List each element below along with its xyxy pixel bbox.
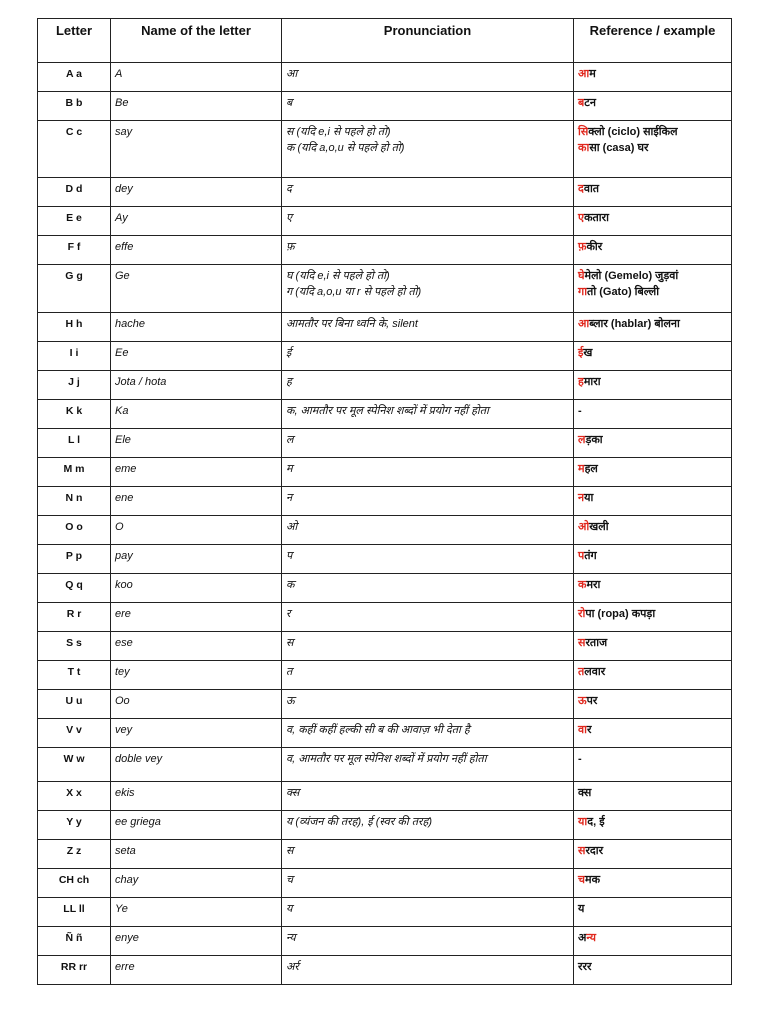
reference-cell xyxy=(574,121,732,178)
pronunciation-cell xyxy=(282,121,574,178)
letter-name-cell: eme xyxy=(111,458,282,487)
letter-name-cell: Ee xyxy=(111,342,282,371)
reference-cell xyxy=(574,429,732,458)
reference-cell xyxy=(574,265,732,313)
reference-text: रदार xyxy=(585,845,604,857)
letter-name-cell: Be xyxy=(111,92,282,121)
reference-cell xyxy=(574,400,732,429)
reference-line xyxy=(578,432,727,448)
letter-name-cell: say xyxy=(111,121,282,178)
reference-cell xyxy=(574,690,732,719)
reference-line xyxy=(578,901,727,917)
highlighted-syllable: ई xyxy=(578,347,584,359)
letter-cell: P p xyxy=(38,545,111,574)
table-row xyxy=(38,869,732,898)
header-pronunciation: Pronunciation xyxy=(282,19,574,63)
pronunciation-line: च xyxy=(286,874,293,886)
letter-name-cell: hache xyxy=(111,313,282,342)
reference-text: र xyxy=(586,724,592,736)
highlighted-syllable: का xyxy=(578,142,590,154)
letter-name-cell: ee griega xyxy=(111,811,282,840)
reference-text: पा (ropa) कपड़ा xyxy=(585,608,656,620)
reference-line xyxy=(578,181,727,197)
reference-text: लवार xyxy=(584,666,606,678)
reference-text: - xyxy=(578,405,582,417)
letter-cell: Y y xyxy=(38,811,111,840)
highlighted-syllable: स xyxy=(578,845,586,857)
letter-name-cell: effe xyxy=(111,236,282,265)
header-reference: Reference / example xyxy=(574,19,732,63)
pronunciation-cell xyxy=(282,574,574,603)
letter-cell: A a xyxy=(38,63,111,92)
reference-line xyxy=(578,577,727,593)
highlighted-syllable: न xyxy=(578,492,585,504)
letter-cell: X x xyxy=(38,782,111,811)
pronunciation-line: म xyxy=(286,463,293,475)
letter-cell: N n xyxy=(38,487,111,516)
reference-line xyxy=(578,693,727,709)
reference-line xyxy=(578,722,727,738)
reference-line xyxy=(578,95,727,111)
table-row xyxy=(38,690,732,719)
letter-name-cell: Ye xyxy=(111,898,282,927)
reference-text: ररर xyxy=(578,961,592,973)
letter-cell: R r xyxy=(38,603,111,632)
letter-name-cell: Ge xyxy=(111,265,282,313)
pronunciation-line: स xyxy=(286,845,294,857)
table-row xyxy=(38,400,732,429)
pronunciation-line: प xyxy=(286,550,293,562)
letter-cell: F f xyxy=(38,236,111,265)
reference-line xyxy=(578,403,727,419)
table-row xyxy=(38,545,732,574)
pronunciation-line: स xyxy=(286,637,294,649)
pronunciation-line: क्स xyxy=(286,787,300,799)
reference-cell xyxy=(574,516,732,545)
pronunciation-cell xyxy=(282,236,574,265)
highlighted-syllable: आ xyxy=(578,68,590,80)
reference-cell xyxy=(574,371,732,400)
highlighted-syllable: स xyxy=(578,637,586,649)
pronunciation-line: र xyxy=(286,608,291,620)
reference-line xyxy=(578,872,727,888)
highlighted-syllable: सि xyxy=(578,126,589,138)
reference-cell xyxy=(574,898,732,927)
pronunciation-line: स (यदि e,i से पहले हो तो) xyxy=(286,126,391,138)
letter-name-cell: Ele xyxy=(111,429,282,458)
table-row xyxy=(38,661,732,690)
reference-line xyxy=(578,461,727,477)
letter-name-cell: doble vey xyxy=(111,748,282,782)
reference-cell xyxy=(574,840,732,869)
reference-text: तंग xyxy=(584,550,597,562)
letter-cell: CH ch xyxy=(38,869,111,898)
reference-cell xyxy=(574,458,732,487)
table-row xyxy=(38,748,732,782)
highlighted-syllable: ल xyxy=(578,434,586,446)
table-row xyxy=(38,265,732,313)
pronunciation-cell xyxy=(282,458,574,487)
header-row xyxy=(38,19,732,63)
pronunciation-line: य xyxy=(286,903,293,915)
reference-line xyxy=(578,519,727,535)
highlighted-syllable: ऊ xyxy=(578,695,587,707)
pronunciation-line: ग (यदि a,o,u या r से पहले हो तो) xyxy=(286,286,422,298)
pronunciation-line: ए xyxy=(286,212,293,224)
reference-line xyxy=(578,210,727,226)
reference-text: य xyxy=(578,903,585,915)
highlighted-syllable: च xyxy=(578,874,585,886)
letter-name-cell: ese xyxy=(111,632,282,661)
table-row xyxy=(38,782,732,811)
pronunciation-cell xyxy=(282,898,574,927)
letter-cell: M m xyxy=(38,458,111,487)
table-row xyxy=(38,898,732,927)
reference-cell xyxy=(574,92,732,121)
letter-cell: D d xyxy=(38,178,111,207)
pronunciation-cell xyxy=(282,63,574,92)
highlighted-syllable: गा xyxy=(578,286,588,298)
pronunciation-cell xyxy=(282,516,574,545)
letter-name-cell: dey xyxy=(111,178,282,207)
reference-line xyxy=(578,374,727,390)
reference-text: या xyxy=(584,492,594,504)
pronunciation-cell xyxy=(282,811,574,840)
reference-line xyxy=(578,284,727,300)
letter-name-cell: ene xyxy=(111,487,282,516)
reference-text: कतारा xyxy=(584,212,610,224)
highlighted-syllable: प xyxy=(578,550,585,562)
reference-line xyxy=(578,785,727,801)
table-body xyxy=(38,63,732,985)
alphabet-table xyxy=(37,18,732,985)
reference-text: वात xyxy=(583,183,600,195)
pronunciation-cell xyxy=(282,342,574,371)
pronunciation-line: घ (यदि e,i से पहले हो तो) xyxy=(286,270,390,282)
table-row xyxy=(38,632,732,661)
pronunciation-cell xyxy=(282,661,574,690)
letter-cell: U u xyxy=(38,690,111,719)
reference-cell xyxy=(574,178,732,207)
table-row xyxy=(38,207,732,236)
pronunciation-cell xyxy=(282,719,574,748)
pronunciation-cell xyxy=(282,748,574,782)
pronunciation-line: फ़ xyxy=(286,241,295,253)
pronunciation-cell xyxy=(282,840,574,869)
letter-cell: H h xyxy=(38,313,111,342)
pronunciation-line: ऊ xyxy=(286,695,295,707)
pronunciation-line: क xyxy=(286,579,295,591)
reference-text: अ xyxy=(578,932,587,944)
highlighted-syllable: या xyxy=(578,816,588,828)
pronunciation-cell xyxy=(282,545,574,574)
header-letter: Letter xyxy=(38,19,111,63)
reference-text: खली xyxy=(589,521,609,533)
letter-name-cell: chay xyxy=(111,869,282,898)
reference-cell xyxy=(574,603,732,632)
letter-cell: C c xyxy=(38,121,111,178)
table-row xyxy=(38,811,732,840)
reference-cell xyxy=(574,207,732,236)
reference-text: - xyxy=(578,753,582,765)
table-row xyxy=(38,63,732,92)
reference-cell xyxy=(574,661,732,690)
letter-name-cell: Ay xyxy=(111,207,282,236)
letter-cell: LL ll xyxy=(38,898,111,927)
letter-name-cell: pay xyxy=(111,545,282,574)
letter-name-cell: Ka xyxy=(111,400,282,429)
pronunciation-cell xyxy=(282,927,574,956)
pronunciation-cell xyxy=(282,371,574,400)
reference-line xyxy=(578,751,727,767)
reference-cell xyxy=(574,63,732,92)
reference-line xyxy=(578,140,727,156)
letter-cell: O o xyxy=(38,516,111,545)
reference-text: पर xyxy=(586,695,598,707)
reference-line xyxy=(578,664,727,680)
pronunciation-line: ओ xyxy=(286,521,298,533)
reference-text: म xyxy=(589,68,596,80)
reference-text: कीर xyxy=(586,241,603,253)
table-row xyxy=(38,516,732,545)
pronunciation-line: द xyxy=(286,183,292,195)
document-page xyxy=(37,18,731,985)
letter-cell: W w xyxy=(38,748,111,782)
pronunciation-cell xyxy=(282,869,574,898)
reference-text: मारा xyxy=(583,376,601,388)
reference-text: मरा xyxy=(586,579,601,591)
reference-cell xyxy=(574,811,732,840)
pronunciation-cell xyxy=(282,956,574,985)
reference-text: मेलो (Gemelo) जुड़वां xyxy=(584,270,679,282)
table-row xyxy=(38,603,732,632)
reference-line xyxy=(578,930,727,946)
letter-name-cell: erre xyxy=(111,956,282,985)
table-row xyxy=(38,840,732,869)
letter-cell: RR rr xyxy=(38,956,111,985)
reference-line xyxy=(578,843,727,859)
reference-line xyxy=(578,548,727,564)
reference-line xyxy=(578,490,727,506)
letter-cell: G g xyxy=(38,265,111,313)
letter-cell: K k xyxy=(38,400,111,429)
pronunciation-cell xyxy=(282,632,574,661)
reference-text: मक xyxy=(585,874,601,886)
letter-name-cell: tey xyxy=(111,661,282,690)
pronunciation-line: न xyxy=(286,492,293,504)
reference-line xyxy=(578,635,727,651)
pronunciation-line: व, कहीं कहीं हल्की सी ब की आवाज़ भी देता है xyxy=(286,724,470,736)
reference-text: ख xyxy=(583,347,593,359)
pronunciation-line: क (यदि a,o,u से पहले हो तो) xyxy=(286,142,405,154)
letter-cell: S s xyxy=(38,632,111,661)
letter-name-cell: O xyxy=(111,516,282,545)
letter-name-cell: A xyxy=(111,63,282,92)
table-row xyxy=(38,429,732,458)
reference-cell xyxy=(574,869,732,898)
reference-line xyxy=(578,606,727,622)
letter-name-cell: ekis xyxy=(111,782,282,811)
reference-line xyxy=(578,959,727,975)
pronunciation-cell xyxy=(282,400,574,429)
reference-line xyxy=(578,239,727,255)
reference-text: ब्लार (hablar) बोलना xyxy=(589,318,680,330)
pronunciation-cell xyxy=(282,782,574,811)
pronunciation-cell xyxy=(282,313,574,342)
reference-cell xyxy=(574,748,732,782)
reference-line xyxy=(578,316,727,332)
reference-line xyxy=(578,345,727,361)
reference-cell xyxy=(574,236,732,265)
reference-cell xyxy=(574,487,732,516)
pronunciation-line: अर्र xyxy=(286,961,299,973)
pronunciation-line: क, आमतौर पर मूल स्पेनिश शब्दों में प्रयोग नहीं होता xyxy=(286,405,489,417)
letter-name-cell: koo xyxy=(111,574,282,603)
pronunciation-cell xyxy=(282,178,574,207)
pronunciation-cell xyxy=(282,92,574,121)
pronunciation-line: न्य xyxy=(286,932,296,944)
highlighted-syllable: वा xyxy=(578,724,587,736)
table-row xyxy=(38,927,732,956)
reference-cell xyxy=(574,632,732,661)
pronunciation-cell xyxy=(282,690,574,719)
reference-text: रताज xyxy=(585,637,608,649)
table-row xyxy=(38,574,732,603)
letter-cell: E e xyxy=(38,207,111,236)
reference-cell xyxy=(574,956,732,985)
letter-cell: Q q xyxy=(38,574,111,603)
reference-text: तो (Gato) बिल्ली xyxy=(587,286,660,298)
pronunciation-line: आमतौर पर बिना ध्वनि के, silent xyxy=(286,318,418,330)
highlighted-syllable: म xyxy=(578,463,585,475)
pronunciation-cell xyxy=(282,207,574,236)
pronunciation-line: ह xyxy=(286,376,292,388)
letter-name-cell: vey xyxy=(111,719,282,748)
reference-line xyxy=(578,66,727,82)
pronunciation-line: ल xyxy=(286,434,294,446)
table-row xyxy=(38,956,732,985)
reference-text: क्लो (ciclo) साईकिल xyxy=(588,126,678,138)
reference-line xyxy=(578,268,727,284)
highlighted-syllable: ह xyxy=(578,376,584,388)
letter-cell: Z z xyxy=(38,840,111,869)
letter-cell: V v xyxy=(38,719,111,748)
highlighted-syllable: आ xyxy=(578,318,590,330)
reference-cell xyxy=(574,313,732,342)
reference-line xyxy=(578,814,727,830)
letter-cell: B b xyxy=(38,92,111,121)
highlighted-syllable: न्य xyxy=(586,932,597,944)
highlighted-syllable: त xyxy=(578,666,585,678)
pronunciation-line: य (व्यंजन की तरह), ई (स्वर की तरह) xyxy=(286,816,432,828)
reference-cell xyxy=(574,545,732,574)
table-row xyxy=(38,121,732,178)
pronunciation-line: व, आमतौर पर मूल स्पेनिश शब्दों में प्रयोग नहीं होता xyxy=(286,753,487,765)
reference-cell xyxy=(574,782,732,811)
reference-text: द, ई xyxy=(587,816,605,828)
highlighted-syllable: द xyxy=(578,183,584,195)
reference-text: हल xyxy=(584,463,598,475)
table-row xyxy=(38,458,732,487)
letter-name-cell: seta xyxy=(111,840,282,869)
pronunciation-line: ई xyxy=(286,347,292,359)
reference-text: क्स xyxy=(578,787,592,799)
table-row xyxy=(38,342,732,371)
highlighted-syllable: रो xyxy=(578,608,586,620)
letter-name-cell: Jota / hota xyxy=(111,371,282,400)
table-row xyxy=(38,92,732,121)
reference-cell xyxy=(574,927,732,956)
table-row xyxy=(38,236,732,265)
letter-name-cell: enye xyxy=(111,927,282,956)
letter-cell: Ñ ñ xyxy=(38,927,111,956)
pronunciation-line: आ xyxy=(286,68,298,80)
table-row xyxy=(38,313,732,342)
pronunciation-line: त xyxy=(286,666,293,678)
reference-text: सा (casa) घर xyxy=(589,142,649,154)
highlighted-syllable: ए xyxy=(578,212,585,224)
reference-text: ड़का xyxy=(585,434,603,446)
highlighted-syllable: ओ xyxy=(578,521,590,533)
letter-cell: T t xyxy=(38,661,111,690)
pronunciation-cell xyxy=(282,429,574,458)
highlighted-syllable: घे xyxy=(578,270,585,282)
pronunciation-cell xyxy=(282,487,574,516)
table-row xyxy=(38,719,732,748)
letter-cell: L l xyxy=(38,429,111,458)
letter-cell: I i xyxy=(38,342,111,371)
letter-name-cell: Oo xyxy=(111,690,282,719)
highlighted-syllable: फ़ xyxy=(578,241,587,253)
reference-cell xyxy=(574,574,732,603)
reference-line xyxy=(578,124,727,140)
header-name: Name of the letter xyxy=(111,19,282,63)
table-row xyxy=(38,371,732,400)
table-row xyxy=(38,487,732,516)
highlighted-syllable: क xyxy=(578,579,587,591)
reference-cell xyxy=(574,342,732,371)
highlighted-syllable: ब xyxy=(578,97,585,109)
pronunciation-line: ब xyxy=(286,97,293,109)
reference-text: टन xyxy=(584,97,596,109)
table-row xyxy=(38,178,732,207)
pronunciation-cell xyxy=(282,603,574,632)
pronunciation-cell xyxy=(282,265,574,313)
letter-cell: J j xyxy=(38,371,111,400)
reference-cell xyxy=(574,719,732,748)
letter-name-cell: ere xyxy=(111,603,282,632)
